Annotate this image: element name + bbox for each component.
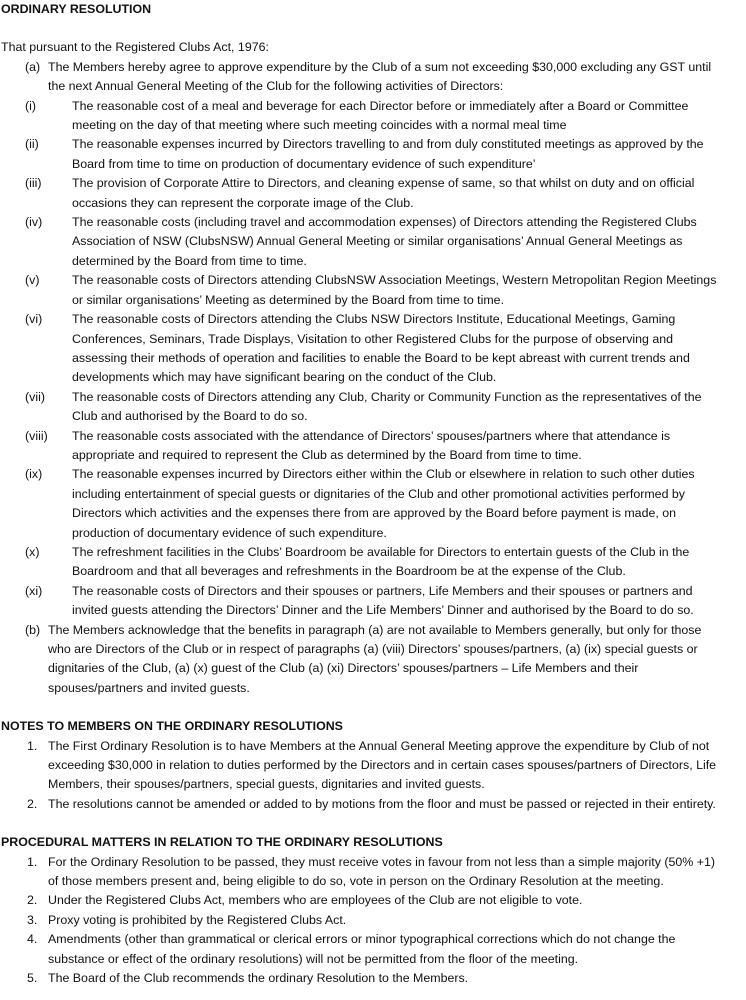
item-text: The reasonable costs of Directors attending any Club, Charity or Community Function as the representatives of the Club and authorised by the Board to do so. xyxy=(72,389,702,424)
item-text: Proxy voting is prohibited by the Registered Clubs Act. xyxy=(48,912,347,927)
item-text: The Board of the Club recommends the ordinary Resolution to the Members. xyxy=(48,971,469,986)
paragraph-a xyxy=(0,58,746,97)
list-item xyxy=(0,271,746,310)
item-text: The reasonable costs associated with the attendance of Directors’ spouses/partners where that attendance is appropriate and required to represent the Club as determined by the Board from time to time. xyxy=(72,428,671,462)
list-item xyxy=(0,427,746,466)
item-text: The provision of Corporate Attire to Directors, and cleaning expense of same, so that whilst on duty and on official occasions they can represent the corporate image of the Club. xyxy=(72,176,695,210)
spacer xyxy=(0,19,746,38)
item-text: The reasonable costs of Directors and their spouses or partners, Life Members and their spouses or partners and invited guests attending the Directors’ Dinner and the Life Members’ Dinner and authorised by the Board to do so. xyxy=(72,583,694,618)
item-marker: 5. xyxy=(27,971,38,986)
list-item xyxy=(0,737,746,795)
item-marker: (i) xyxy=(25,98,37,113)
list-item xyxy=(0,930,746,969)
notes-heading: NOTES TO MEMBERS ON THE ORDINARY RESOLUTIONS xyxy=(1,719,343,734)
list-item xyxy=(0,135,746,174)
list-item xyxy=(0,582,746,621)
paragraph-marker: (b) xyxy=(25,622,41,637)
list-item xyxy=(0,911,746,930)
item-text: The First Ordinary Resolution is to have Members at the Annual General Meeting approve the expenditure by Club of not exceeding $30,000 in relation to duties performed by the Directors and in certain cases spouses/partners of Directors, Life Members, their spouses/partners, special guests, dignitaries and invited guests. xyxy=(48,738,717,792)
item-marker: 2. xyxy=(27,893,38,908)
paragraph-marker: (a) xyxy=(25,59,41,74)
item-marker: (ix) xyxy=(25,467,43,482)
item-marker: (viii) xyxy=(25,428,48,443)
item-marker: (vi) xyxy=(25,312,43,327)
list-item xyxy=(0,853,746,892)
list-item xyxy=(0,891,746,910)
item-marker: 1. xyxy=(27,854,38,869)
list-item xyxy=(0,388,746,427)
item-marker: 3. xyxy=(27,912,38,927)
procedural-heading: PROCEDURAL MATTERS IN RELATION TO THE ORDINARY RESOLUTIONS xyxy=(1,835,443,850)
list-item xyxy=(0,310,746,388)
list-item xyxy=(0,213,746,271)
item-text: For the Ordinary Resolution to be passed, they must receive votes in favour from not less than a simple majority (50% +1) of those members present and, being eligible to do so, vote in person on the Ordinary Resolution at the meeting. xyxy=(48,854,715,889)
item-text: The reasonable costs (including travel and accommodation expenses) of Directors attending the Registered Clubs Association of NSW (ClubsNSW) Annual General Meeting or similar organisations’ Annual General Meetings as determined by the Board from time to time. xyxy=(72,215,697,268)
item-text: The reasonable expenses incurred by Directors travelling to and from duly constituted meetings as approved by the Board from time to time on production of documentary evidence of such expenditure’ xyxy=(72,137,704,171)
list-item xyxy=(0,465,746,543)
list-item xyxy=(0,795,746,814)
spacer xyxy=(0,814,746,833)
item-text: The refreshment facilities in the Clubs’ Boardroom be available for Directors to entertain guests of the Club in the Boardroom and that all beverages and refreshments in the Boardroom be at the expense of the Club. xyxy=(72,544,690,579)
paragraph-text: The Members acknowledge that the benefits in paragraph (a) are not available to Members generally, but only for those who are Directors of the Club or in respect of paragraphs (a) (viii) Directors’ spouses/partners, (a) (ix) special guests or dignitaries of the Club, (a) (x) guest of the Club (a) (xi) Directors’ spouses/partners – Life Members and their spouses/partners and invited guests. xyxy=(48,622,702,695)
item-text: Amendments (other than grammatical or clerical errors or minor typographical corrections which do not change the substance or effect of the ordinary resolutions) will not be permitted from the floor of the meeting. xyxy=(48,932,676,966)
item-text: The reasonable expenses incurred by Directors either within the Club or elsewhere in relation to such other duties including entertainment of special guests or dignitaries of the Club and other promotional activities performed by Directors which activities and the expenses there from are approved by the Board before payment is made, on production of documentary evidence of such expenditure. xyxy=(72,467,695,540)
item-text: The resolutions cannot be amended or added to by motions from the floor and must be passed or rejected in their entirety. xyxy=(48,796,716,811)
item-marker: (ii) xyxy=(25,137,39,152)
spacer xyxy=(0,698,746,717)
item-marker: (iii) xyxy=(25,176,42,191)
item-marker: (xi) xyxy=(25,583,43,598)
item-text: The reasonable costs of Directors attending ClubsNSW Association Meetings, Western Metropolitan Region Meetings or similar organisations’ Meeting as determined by the Board from time to time. xyxy=(72,273,717,307)
item-text: Under the Registered Clubs Act, members who are employees of the Club are not eligible to vote. xyxy=(48,893,583,908)
item-text: The reasonable costs of Directors attending the Clubs NSW Directors Institute, Educational Meetings, Gaming Conferences, Seminars, Trade Displays, Visitation to other Registered Clubs for the purpose of observing and assessing their methods of operation and facilities to enable the Board to be kept abreast with current trends and developments which may have significant bearing on the conduct of the Club. xyxy=(72,312,690,385)
item-marker: 2. xyxy=(27,796,38,811)
list-item xyxy=(0,969,746,988)
list-item xyxy=(0,543,746,582)
paragraph-text: The Members hereby agree to approve expenditure by the Club of a sum not exceeding $30,000 excluding any GST until the next Annual General Meeting of the Club for the following activities of Directors: xyxy=(48,59,712,94)
item-marker: (vii) xyxy=(25,389,45,404)
item-marker: (x) xyxy=(25,544,40,559)
list-item xyxy=(0,97,746,136)
item-marker: 1. xyxy=(27,738,38,753)
item-text: The reasonable cost of a meal and beverage for each Director before or immediately after a Board or Committee meeting on the day of that meeting where such meeting coincides with a normal meal time xyxy=(72,98,689,133)
item-marker: 4. xyxy=(27,932,38,947)
item-marker: (iv) xyxy=(25,215,43,230)
resolution-heading: ORDINARY RESOLUTION xyxy=(1,2,152,16)
resolution-intro: That pursuant to the Registered Clubs Act, 1976: xyxy=(1,40,269,55)
item-marker: (v) xyxy=(25,273,40,288)
paragraph-b xyxy=(0,621,746,699)
list-item xyxy=(0,174,746,213)
